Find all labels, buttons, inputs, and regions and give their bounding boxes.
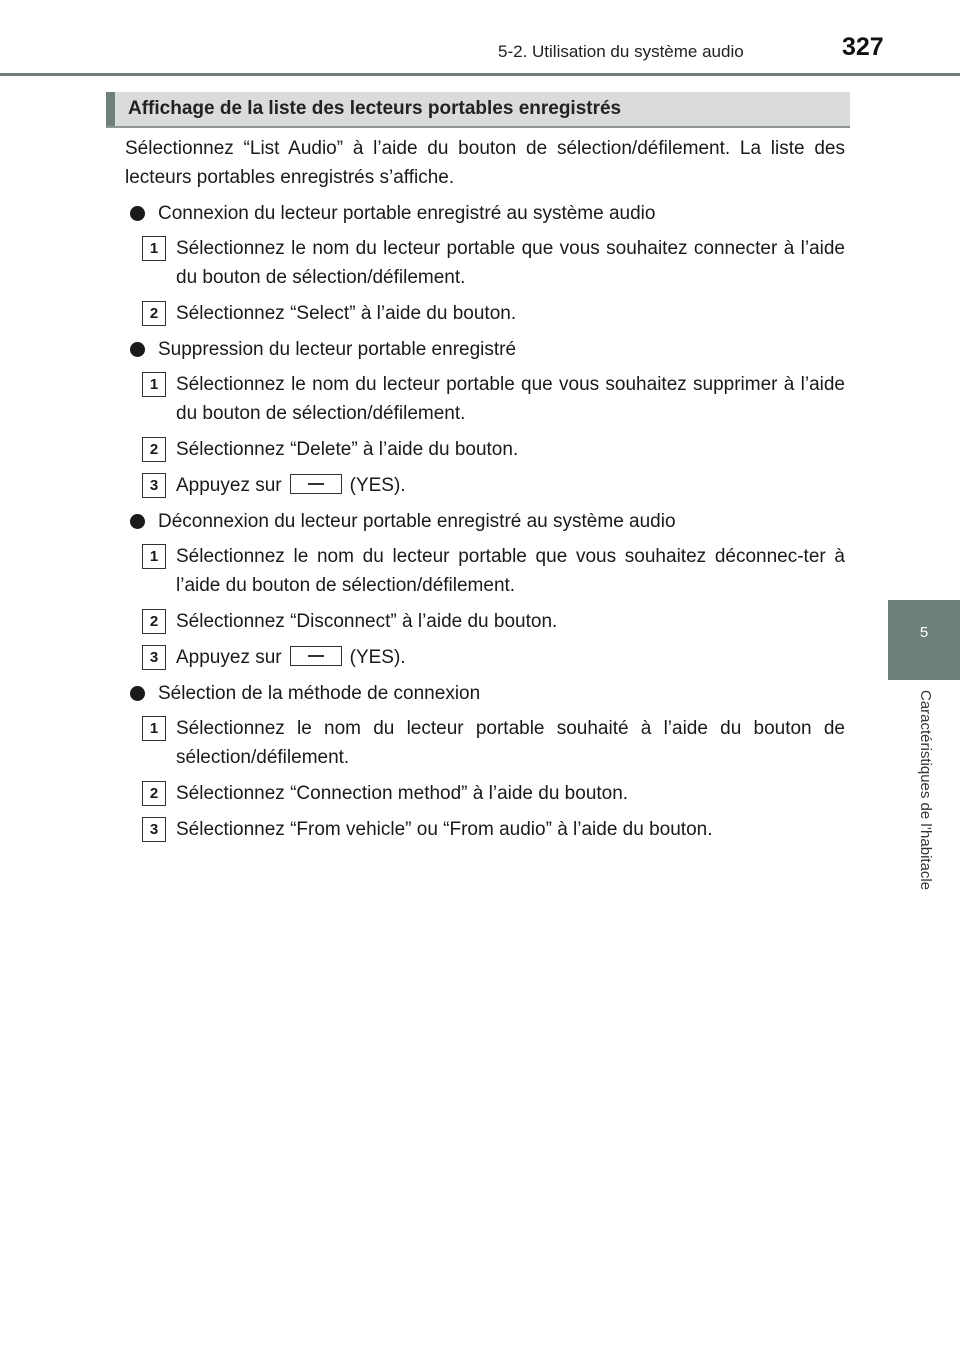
- procedure: [125, 335, 845, 500]
- step-text-prefix: Appuyez sur: [176, 647, 282, 668]
- procedure-heading: [125, 507, 845, 536]
- procedure-heading: [125, 199, 845, 228]
- preset-button-icon: [290, 474, 342, 494]
- bullet-icon: [130, 686, 145, 701]
- step: [142, 815, 845, 844]
- step-number: 3: [142, 473, 166, 498]
- step-number: 3: [142, 817, 166, 842]
- step-text-suffix: (YES).: [349, 475, 406, 496]
- header-divider: [0, 73, 960, 76]
- preset-button-icon: [290, 646, 342, 666]
- step-number: 1: [142, 236, 166, 261]
- step: [142, 714, 845, 772]
- section-title: Affichage de la liste des lecteurs portables enregistrés: [128, 98, 622, 119]
- step-text: Sélectionnez “Disconnect” à l’aide du bouton.: [176, 611, 558, 632]
- step: [142, 607, 845, 636]
- step: [142, 643, 845, 672]
- step-number: 1: [142, 716, 166, 741]
- step: [142, 542, 845, 600]
- step-number: 2: [142, 781, 166, 806]
- step-text: Sélectionnez le nom du lecteur portable que vous souhaitez supprimer à l’aide du bouton de sélection/défilement.: [176, 374, 845, 424]
- procedure-heading: [125, 335, 845, 364]
- step: [142, 234, 845, 292]
- procedure-title: Déconnexion du lecteur portable enregistré au système audio: [158, 511, 676, 532]
- step-text: Sélectionnez le nom du lecteur portable que vous souhaitez déconnec-ter à l’aide du bouton de sélection/défilement.: [176, 546, 845, 596]
- procedure-title: Connexion du lecteur portable enregistré au système audio: [158, 203, 656, 224]
- chapter-tab: [888, 600, 960, 680]
- step: [142, 299, 845, 328]
- step-text-suffix: (YES).: [349, 647, 406, 668]
- step-number: 1: [142, 372, 166, 397]
- section-heading: [106, 92, 850, 128]
- page-number: 327: [842, 33, 884, 61]
- step-number: 2: [142, 437, 166, 462]
- step-text-prefix: Appuyez sur: [176, 475, 282, 496]
- step-text: Sélectionnez le nom du lecteur portable que vous souhaitez connecter à l’aide du bouton de sélection/défilement.: [176, 238, 845, 288]
- step-number: 2: [142, 609, 166, 634]
- step-text: Sélectionnez “Connection method” à l’aide du bouton.: [176, 783, 629, 804]
- chapter-title: Caractéristiques de l’habitacle: [917, 690, 934, 891]
- chapter-label-wrap: [888, 690, 960, 940]
- section-heading-accent: [106, 92, 115, 126]
- procedure: [125, 679, 845, 844]
- step-number: 1: [142, 544, 166, 569]
- step-text: Sélectionnez “Delete” à l’aide du bouton.: [176, 439, 519, 460]
- content: [125, 134, 845, 851]
- intro-paragraph: Sélectionnez “List Audio” à l’aide du bouton de sélection/défilement. La liste des lecteurs portables enregistrés s’affiche.: [125, 138, 845, 188]
- procedure-list: [125, 199, 845, 844]
- step: [142, 471, 845, 500]
- bullet-icon: [130, 206, 145, 221]
- procedure-title: Sélection de la méthode de connexion: [158, 683, 481, 704]
- step-text: Sélectionnez “Select” à l’aide du bouton.: [176, 303, 517, 324]
- step-number: 3: [142, 645, 166, 670]
- step-text: Sélectionnez “From vehicle” ou “From audio” à l’aide du bouton.: [176, 819, 713, 840]
- procedure-title: Suppression du lecteur portable enregistré: [158, 339, 517, 360]
- step-number: 2: [142, 301, 166, 326]
- bullet-icon: [130, 514, 145, 529]
- bullet-icon: [130, 342, 145, 357]
- step: [142, 435, 845, 464]
- step-list: [142, 370, 845, 500]
- step-text: Sélectionnez le nom du lecteur portable souhaité à l’aide du bouton de sélection/défilement.: [176, 718, 845, 768]
- step-list: [142, 542, 845, 672]
- procedure-heading: [125, 679, 845, 708]
- step-list: [142, 234, 845, 328]
- chapter-number: 5: [919, 624, 929, 641]
- procedure: [125, 507, 845, 672]
- step: [142, 779, 845, 808]
- procedure: [125, 199, 845, 328]
- header-section-title: 5-2. Utilisation du système audio: [498, 42, 744, 61]
- step: [142, 370, 845, 428]
- step-list: [142, 714, 845, 844]
